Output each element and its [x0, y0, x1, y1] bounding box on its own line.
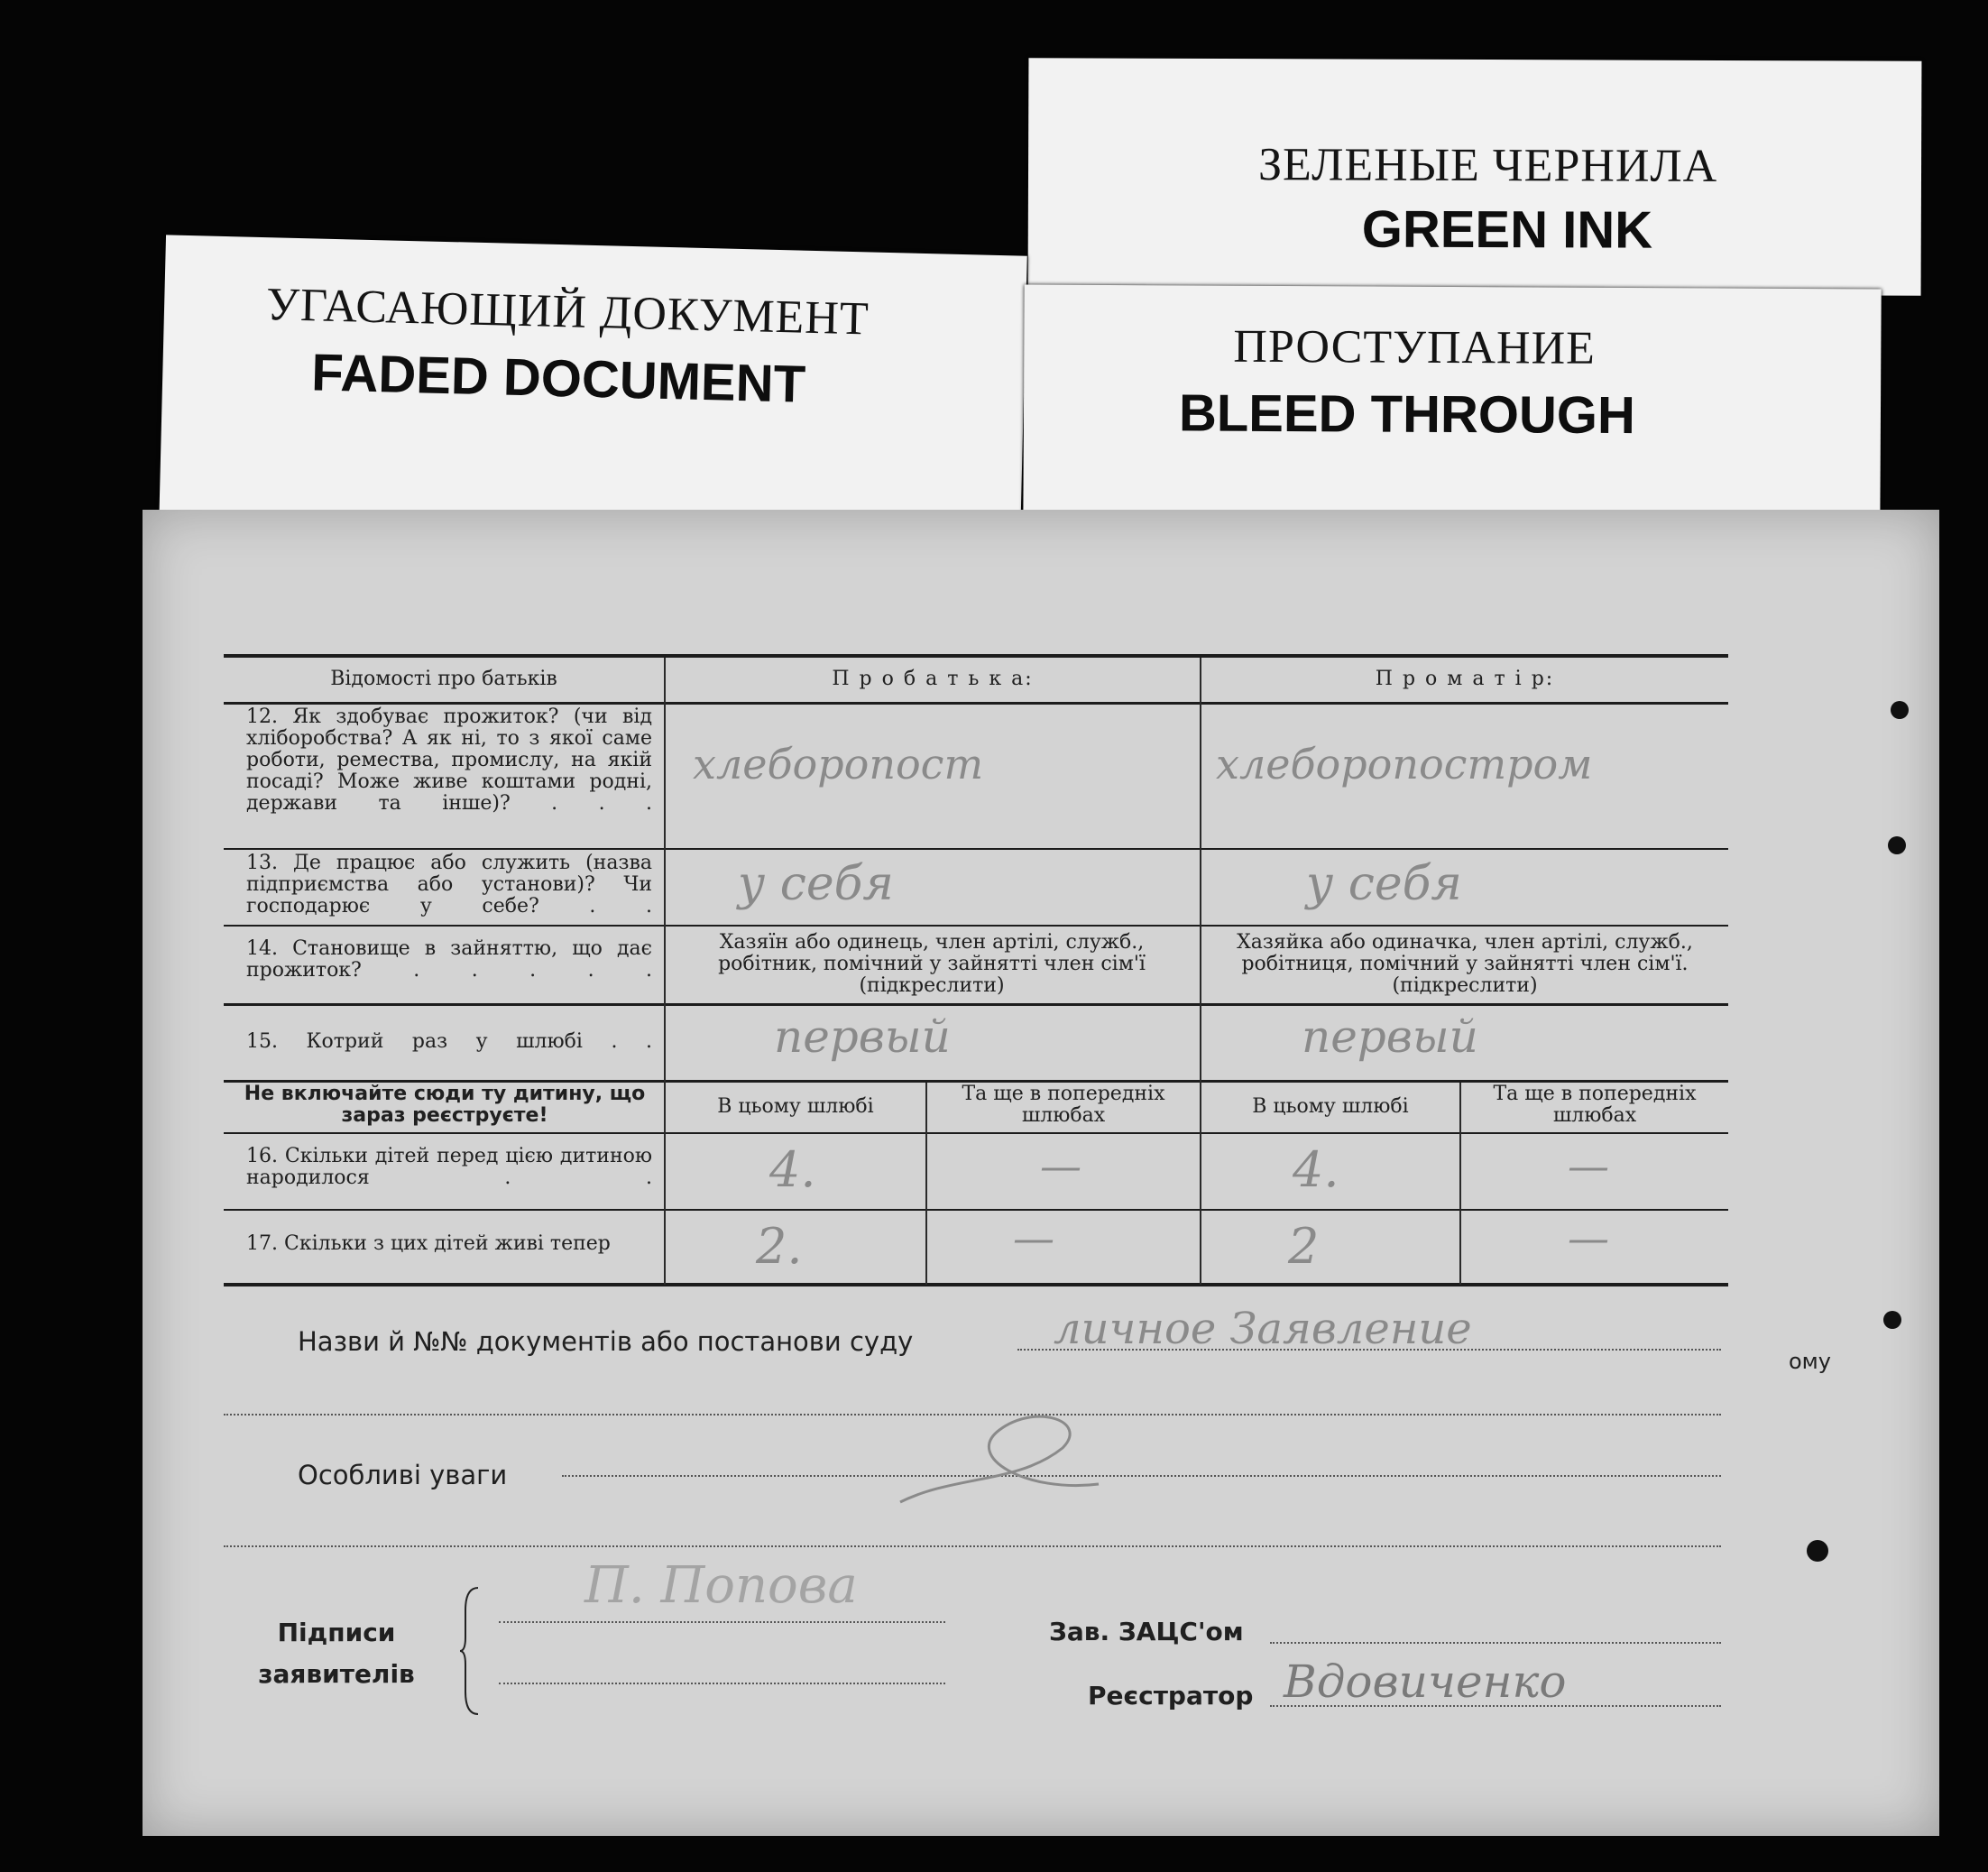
question-13-father-answer: у себя — [738, 857, 894, 911]
register-form-sheet — [143, 510, 1939, 1836]
remarks-line-2 — [224, 1545, 1721, 1547]
head-zags-label: Зав. ЗАЦС'ом — [1049, 1617, 1244, 1646]
rule-q14 — [224, 1003, 1728, 1006]
question-16-label: 16. Скільки дітей перед цією дитиною народилося . . — [246, 1145, 652, 1189]
question-14-father-options: Хазяїн або одинець, член артілі, служб., робітник, помічний у зайнятті член сім'ї (підкреслити) — [718, 931, 1146, 997]
col-divider-2 — [1200, 658, 1201, 1285]
question-16-father-prev: — — [1040, 1141, 1081, 1190]
question-14-mother-options: Хазяйка або одиначка, член артілі, служб., робітниця, помічний у зайнятті член сім'ї. (підкреслити) — [1237, 931, 1693, 997]
question-14-label: 14. Становище в зайняттю, що дає прожиток? . . . . . — [246, 937, 652, 982]
question-15-mother-answer: первый — [1302, 1010, 1478, 1063]
question-15-label: 15. Котрий раз у шлюбі . . — [246, 1030, 652, 1053]
punch-hole-3 — [1883, 1311, 1901, 1329]
question-12-father-answer: хлеборопост — [693, 740, 984, 788]
question-17-label: 17. Скільки з цих дітей живі тепер — [246, 1232, 611, 1255]
children-instruction: Не включайте сюди ту дитину, що зараз реєструєте! — [244, 1083, 646, 1127]
rule-q13 — [224, 925, 1728, 927]
rule-children-head — [224, 1132, 1728, 1134]
header-mother: П р о м а т і р: — [1375, 668, 1555, 690]
signatures-brace — [460, 1583, 487, 1719]
question-17-father-this: 2. — [756, 1218, 803, 1275]
question-13-label: 13. Де працює або служить (назва підприємства або установи)? Чи господарює у себе? . . — [246, 852, 652, 918]
faded-document-ru: УГАСАЮЩИЙ ДОКУМЕНТ — [265, 279, 870, 346]
header-father: П р о б а т ь к а: — [832, 668, 1034, 690]
green-ink-card — [1028, 58, 1922, 295]
mother-this-marriage-head: В цьому шлюбі — [1252, 1095, 1409, 1118]
father-prev-marriage-head: Та ще в попередніх шлюбах — [962, 1083, 1165, 1127]
faded-document-card — [159, 235, 1027, 544]
bleed-through-en: BLEED THROUGH — [1178, 383, 1636, 446]
question-17-father-prev: — — [1013, 1213, 1054, 1262]
rule-bottom — [224, 1283, 1728, 1286]
punch-hole-1 — [1891, 701, 1909, 719]
signature-line-2 — [499, 1683, 945, 1684]
father-this-marriage-head: В цьому шлюбі — [717, 1095, 874, 1118]
question-16-mother-this: 4. — [1293, 1141, 1339, 1198]
remarks-line — [562, 1475, 1721, 1477]
rule-q16 — [224, 1209, 1728, 1211]
rule-q12 — [224, 848, 1728, 850]
question-16-father-this: 4. — [769, 1141, 816, 1198]
bleed-through-ru: ПРОСТУПАНИЕ — [1233, 320, 1597, 374]
margin-fragment: ому — [1789, 1349, 1831, 1374]
signatures-label: Підписи заявителів — [258, 1618, 415, 1689]
rule-header — [224, 702, 1728, 705]
col-divider-1 — [664, 658, 666, 1285]
remarks-label: Особливі уваги — [298, 1460, 508, 1490]
signature-line-1 — [499, 1621, 945, 1623]
punch-hole-4 — [1807, 1540, 1828, 1562]
faded-document-en: FADED DOCUMENT — [310, 343, 806, 414]
punch-hole-2 — [1888, 836, 1906, 854]
rule-top — [224, 654, 1728, 658]
question-16-mother-prev: — — [1568, 1141, 1609, 1190]
header-info-parents: Відомості про батьків — [330, 668, 557, 690]
bleed-through-card — [1023, 285, 1881, 533]
green-ink-ru: ЗЕЛЕНЫЕ ЧЕРНИЛА — [1257, 139, 1718, 192]
documents-value: личное Заявление — [1054, 1304, 1472, 1354]
question-17-mother-this: 2 — [1288, 1218, 1320, 1275]
head-zags-line — [1270, 1642, 1721, 1644]
registrar-label: Реєстратор — [1088, 1681, 1254, 1711]
green-ink-en: GREEN INK — [1361, 199, 1653, 260]
question-13-mother-answer: у себя — [1306, 857, 1462, 911]
flourish-mark — [882, 1394, 1135, 1529]
mother-prev-marriage-head: Та ще в попередніх шлюбах — [1493, 1083, 1697, 1127]
question-17-mother-prev: — — [1568, 1213, 1609, 1262]
question-12-mother-answer: хлеборопостром — [1216, 740, 1593, 788]
question-12-label: 12. Як здобуває прожиток? (чи від хліборобства? А як ні, то з якої саме роботи, ремества, промислу, на якій посаді? Може живе коштами родні, держави та інше)? . . . — [246, 705, 652, 815]
documents-label: Назви й №№ документів або постанови суду — [298, 1326, 914, 1357]
signature-value: П. Попова — [584, 1556, 858, 1615]
registrar-signature: Вдовиченко — [1284, 1655, 1567, 1708]
question-15-father-answer: первый — [774, 1010, 951, 1063]
